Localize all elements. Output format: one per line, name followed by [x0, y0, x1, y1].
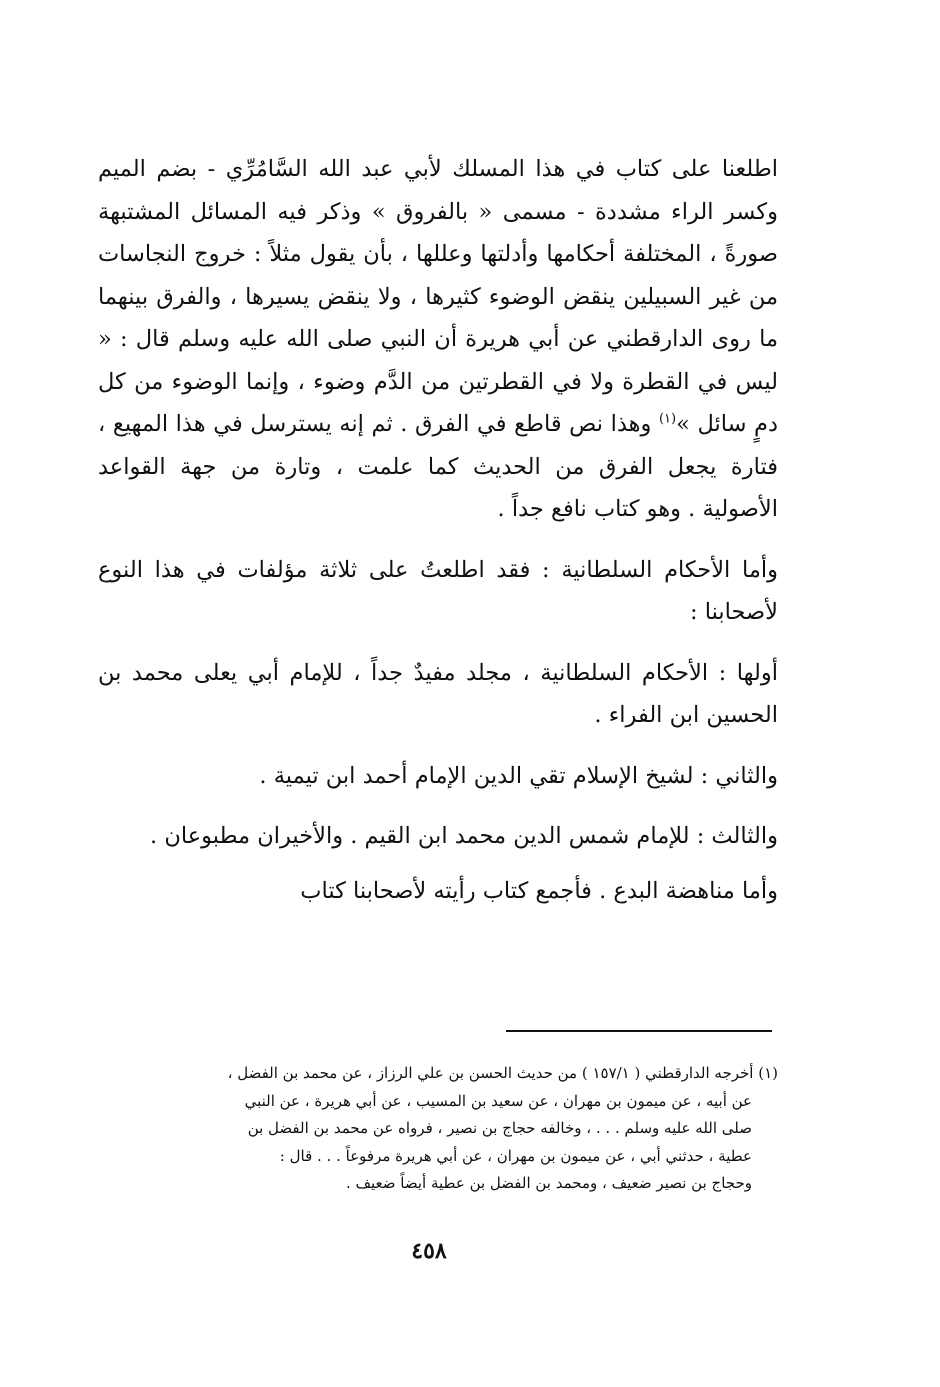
footnote-line: صلى الله عليه وسلم . . . ، وخالفه حجاج بن نصير ، فرواه عن محمد بن الفضل بن [247, 1119, 752, 1137]
footnote-reference: (١) [658, 411, 677, 427]
footnote-line: وحجاج بن نصير ضعيف ، ومحمد بن الفضل بن عطية أيضاً ضعيف . [345, 1174, 752, 1192]
footnotes [98, 1060, 778, 1198]
paragraph-ahkam-sultaniya: وأما الأحكام السلطانية : فقد اطلعتُ على ثلاثة مؤلفات في هذا النوع لأصحابنا : [98, 556, 778, 625]
paragraph-samurri-book [98, 148, 778, 531]
paragraph-third-book: والثالث : للإمام شمس الدين محمد ابن القيم . والأخيران مطبوعان . [150, 823, 778, 849]
paragraph-text: اطلعنا على كتاب في هذا المسلك لأبي عبد الله السَّامُرِّي - بضم الميم وكسر الراء مشددة - مسمى « بالفروق » وذكر فيه المسائل المشتبهة صورةً ، المختلفة أحكامها وأدلتها وعللها ، بأن يقول مثلاً : خروج النجاسات من غير السبيلين ينقض الوضوء كثيرها ، ولا ينقض يسيرها ، والفرق بينهما ما روى الدارقطني عن أبي هريرة أن النبي صلى الله عليه وسلم قال : « ليس في القطرة ولا في القطرتين من الدَّم وضوء ، وإنما الوضوء من كل دمٍ سائل » [98, 156, 778, 437]
paragraph-first-book: أولها : الأحكام السلطانية ، مجلد مفيدٌ جداً ، للإمام أبي يعلى محمد بن الحسين ابن الفراء . [98, 659, 778, 728]
paragraph-second-book: والثاني : لشيخ الإسلام تقي الدين الإمام أحمد ابن تيمية . [259, 762, 778, 789]
footnote-line: عن أبيه ، عن ميمون بن مهران ، عن سعيد بن المسيب ، عن أبي هريرة ، عن النبي [244, 1091, 752, 1110]
page-number: ٤٥٨ [411, 1238, 447, 1264]
footnote-divider [506, 1030, 772, 1032]
footnote-line: عطية ، حدثني أبي ، عن ميمون بن مهران ، عن أبي هريرة مرفوعاً . . . قال : [279, 1146, 752, 1165]
main-text [98, 148, 778, 912]
paragraph-bida: وأما مناهضة البدع . فأجمع كتاب رأيته لأصحابنا كتاب [300, 877, 778, 904]
paragraph-text-continued: وهذا نص قاطع في الفرق . ثم إنه يسترسل في هذا المهيع ، فتارة يجعل الفرق من الحديث كما علمت ، وتارة من جهة القواعد الأصولية . وهو كتاب نافع جداً . [98, 411, 778, 522]
footnote-line: (١) أخرجه الدارقطني ( ١٥٧/١ ) من حديث الحسن بن علي الرزاز ، عن محمد بن الفضل ، [227, 1064, 778, 1082]
